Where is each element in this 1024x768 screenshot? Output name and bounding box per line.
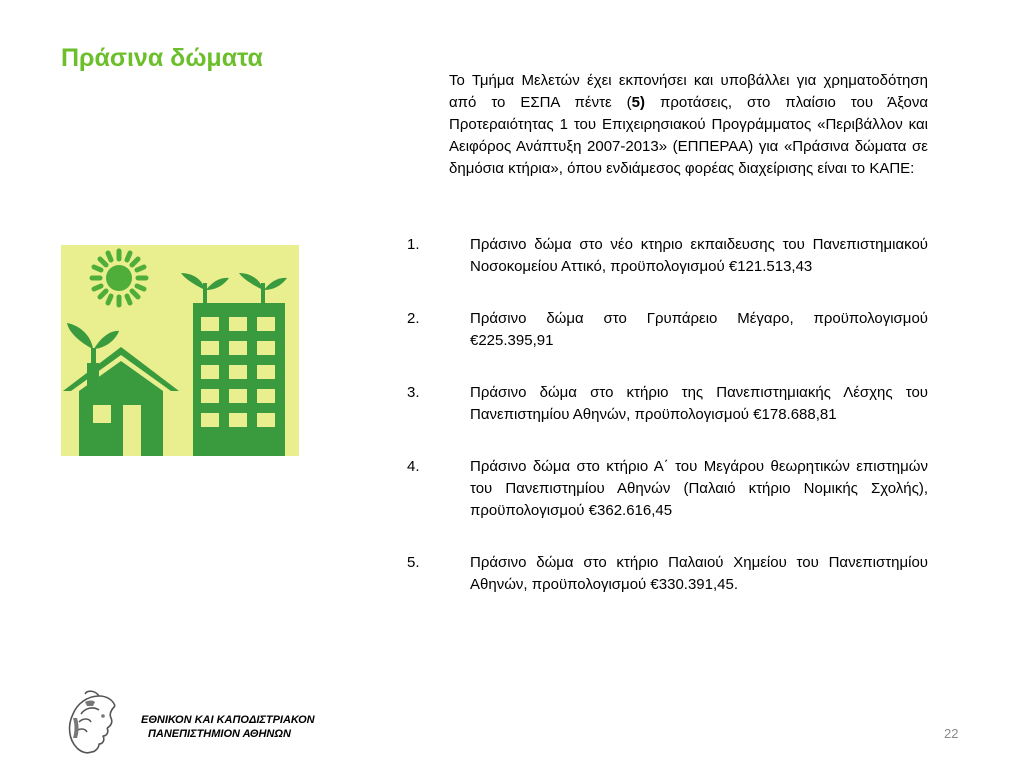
list-item-number: 5. (407, 554, 420, 571)
list-item-number: 4. (407, 458, 420, 475)
list-item-number: 2. (407, 310, 420, 327)
intro-text-bold: 5) (631, 94, 646, 111)
list-item-text: Πράσινο δώμα στο νέο κτηριο εκπαιδευσης του Πανεπιστημιακού Νοσοκομείου Αττικό, προϋπολογισμού €121.513,43 (470, 236, 928, 275)
page-number: 22 (944, 726, 959, 741)
slide-title: Πράσινα δώματα (61, 44, 263, 72)
university-name-line1: ΕΘΝΙΚΟΝ ΚΑΙ ΚΑΠΟΔΙΣΤΡΙΑΚΟΝ (141, 714, 315, 726)
list-item-number: 1. (407, 236, 420, 253)
intro-text-before: Το Τμήμα Μελετών έχει εκπονήσει και υποβάλλει για χρηματοδότηση από το ΕΣΠΑ πέντε ( (449, 72, 928, 111)
sun-icon (92, 251, 146, 305)
university-name-line2: ΠΑΝΕΠΙΣΤΗΜΙΟΝ ΑΘΗΝΩΝ (148, 728, 291, 740)
intro-paragraph (449, 70, 928, 180)
list-item (405, 308, 928, 352)
intro-text-after: προτάσεις, στο πλαίσιο του Άξονα Προτεραιότητας 1 του Επιχειρησιακού Προγράμματος «Περιβάλλον και Αειφόρος Ανάπτυξη 2007-2013» (ΕΠΠΕΡΑΑ) για «Πράσινα δώματα σε δημόσια κτήρια», όπου ενδιάμεσος φορέας διαχείρισης είναι το ΚΑΠΕ: (449, 94, 928, 177)
university-name (141, 713, 315, 741)
list-item-number: 3. (407, 384, 420, 401)
list-item-text: Πράσινο δώμα στο κτήριο Α΄ του Μεγάρου θεωρητικών επιστημών του Πανεπιστημίου Αθηνών (Παλαιό κτήριο Νομικής Σχολής), προϋπολογισμού €362.616,45 (470, 458, 928, 519)
list-item (405, 456, 928, 522)
tower-icon (193, 303, 285, 456)
list-item (405, 234, 928, 278)
list-item-text: Πράσινο δώμα στο Γρυπάρειο Μέγαρο, προϋπολογισμού €225.395,91 (470, 310, 928, 349)
list-item-text: Πράσινο δώμα στο κτήριο Παλαιού Χημείου του Πανεπιστημίου Αθηνών, προϋπολογισμού €330.391,45. (470, 554, 928, 593)
list-item-text: Πράσινο δώμα στο κτήριο της Πανεπιστημιακής Λέσχης του Πανεπιστημίου Αθηνών, προϋπολογισμού €178.688,81 (470, 384, 928, 423)
list-item (405, 552, 928, 596)
green-buildings-illustration (61, 245, 299, 456)
list-item (405, 382, 928, 426)
proposal-list (405, 234, 928, 596)
athena-head-logo (65, 688, 119, 756)
